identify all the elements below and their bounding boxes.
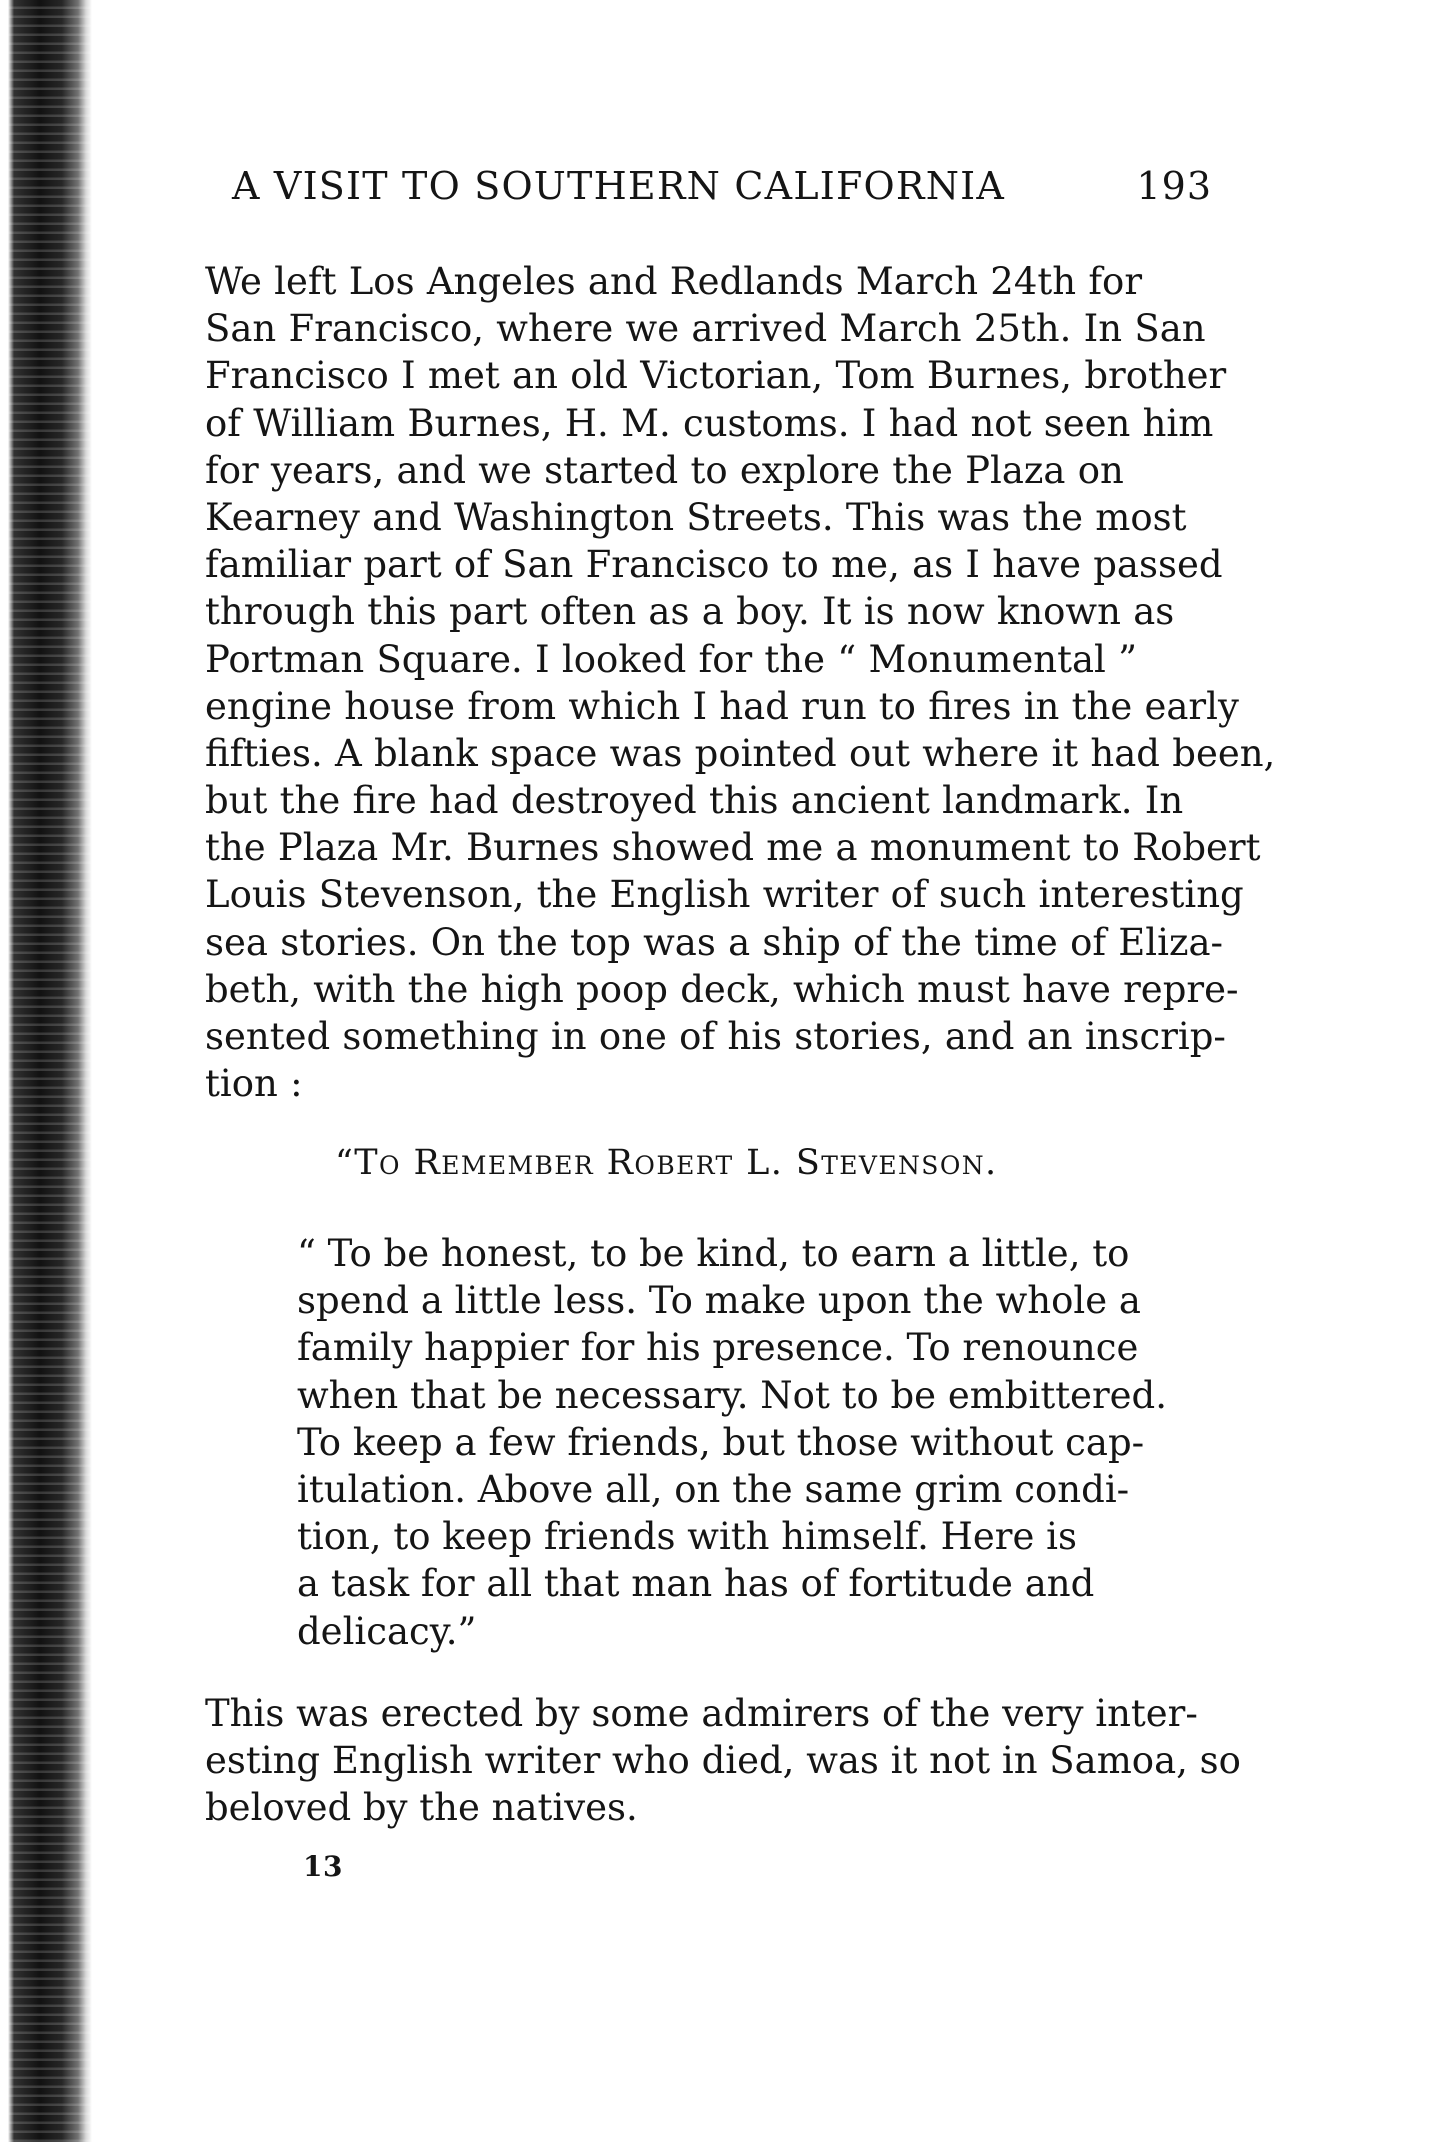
paragraph-line: for years, and we started to explore the Plaza on — [205, 448, 1124, 492]
paragraph-line: San Francisco, where we arrived March 25th. In San — [205, 307, 1206, 351]
paragraph-line: familiar part of San Francisco to me, as I have passed — [205, 543, 1223, 587]
quote-line: when that be necessary. Not to be embittered. — [297, 1373, 1167, 1417]
quote-line: spend a little less. To make upon the whole a — [297, 1279, 1141, 1323]
quote-line: delicacy.” — [297, 1609, 477, 1653]
paragraph-line: We left Los Angeles and Redlands March 24th for — [205, 260, 1143, 303]
paragraph-line: tion : — [205, 1062, 303, 1106]
quote-line: itulation. Above all, on the same grim condi- — [297, 1467, 1130, 1511]
paragraph-line: engine house from which I had run to fires in the early — [205, 684, 1239, 728]
paragraph-line: Francisco I met an old Victorian, Tom Burnes, brother — [205, 354, 1227, 398]
closing-line: esting English writer who died, was it not in Samoa, so — [205, 1739, 1241, 1783]
paragraph-line: fifties. A blank space was pointed out where it had been, — [205, 731, 1276, 775]
closing-line: beloved by the natives. — [205, 1786, 638, 1830]
paragraph-line: through this part often as a boy. It is now known as — [205, 590, 1175, 634]
closing-line: This was erected by some admirers of the very inter- — [205, 1692, 1198, 1735]
inscription-quote — [297, 1230, 1167, 1655]
paragraph-line: but the fire had destroyed this ancient landmark. In — [205, 779, 1184, 823]
paragraph-line: Louis Stevenson, the English writer of such interesting — [205, 873, 1244, 917]
running-title: A VISIT TO SOUTHERN CALIFORNIA — [232, 164, 1005, 208]
paragraph-line: the Plaza Mr. Burnes showed me a monument to Robert — [205, 826, 1261, 870]
quote-line: a task for all that man has of fortitude and — [297, 1562, 1095, 1606]
quote-line: family happier for his presence. To renounce — [297, 1326, 1139, 1370]
inscription-heading: “To Remember Robert L. Stevenson. — [335, 1143, 998, 1183]
paragraph-line: beth, with the high poop deck, which must have repre- — [205, 967, 1239, 1011]
page-number: 193 — [1136, 164, 1212, 208]
paragraph-line: sea stories. On the top was a ship of the time of Eliza- — [205, 920, 1224, 964]
paragraph-line: Portman Square. I looked for the “ Monumental ” — [205, 637, 1138, 681]
paragraph-line: Kearney and Washington Streets. This was the most — [205, 495, 1187, 539]
paragraph-line: sented something in one of his stories, and an inscrip- — [205, 1015, 1226, 1058]
quote-line: To keep a few friends, but those without cap- — [297, 1420, 1145, 1464]
main-paragraph — [205, 258, 1276, 1107]
quote-line: “ To be honest, to be kind, to earn a little, to — [297, 1232, 1130, 1275]
quote-line: tion, to keep friends with himself. Here is — [297, 1515, 1077, 1559]
closing-paragraph — [205, 1690, 1241, 1832]
binding-gutter-shadow — [0, 0, 92, 2142]
paragraph-line: of William Burnes, H. M. customs. I had not seen him — [205, 401, 1214, 445]
page-header — [232, 164, 1212, 214]
signature-mark: 13 — [303, 1850, 343, 1883]
